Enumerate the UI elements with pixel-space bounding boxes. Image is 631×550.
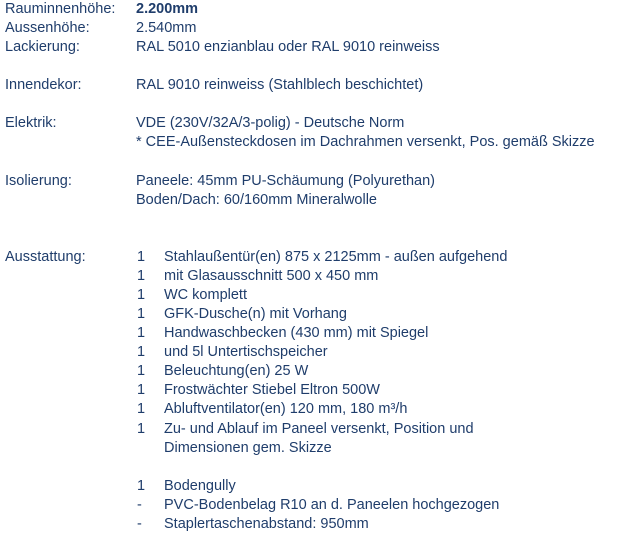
equipment-item: und 5l Untertischspeicher [164, 344, 328, 360]
equipment-qty: 1 [137, 401, 146, 417]
extra-qty: - [137, 497, 142, 513]
equipment-item: WC komplett [164, 287, 247, 303]
insulation-line1: Paneele: 45mm PU-Schäumung (Polyurethan) [136, 173, 436, 189]
outer-height-label: Aussenhöhe: [5, 20, 90, 36]
extra-qty: - [137, 516, 142, 532]
equipment-qty: 1 [137, 268, 146, 284]
paint-label: Lackierung: [5, 39, 80, 55]
insulation-label: Isolierung: [5, 173, 72, 189]
equipment-qty: 1 [137, 363, 146, 379]
equipment-label: Ausstattung: [5, 249, 86, 265]
equipment-qty: 1 [137, 249, 146, 265]
equipment-item: Zu- und Ablauf im Paneel versenkt, Position und [164, 421, 474, 437]
interior-label: Innendekor: [5, 77, 82, 93]
electric-label: Elektrik: [5, 115, 57, 131]
equipment-qty: 1 [137, 382, 146, 398]
electric-line2: * CEE-Außensteckdosen im Dachrahmen versenkt, Pos. gemäß Skizze [136, 134, 595, 150]
equipment-item: Stahlaußentür(en) 875 x 2125mm - außen aufgehend [164, 249, 508, 265]
inner-height-value: 2.200mm [136, 1, 199, 17]
insulation-line2: Boden/Dach: 60/160mm Mineralwolle [136, 192, 377, 208]
equipment-qty: 1 [137, 325, 146, 341]
equipment-item: GFK-Dusche(n) mit Vorhang [164, 306, 347, 322]
equipment-item: mit Glasausschnitt 500 x 450 mm [164, 268, 379, 284]
extra-item: Staplertaschenabstand: 950mm [164, 516, 369, 532]
equipment-qty: 1 [137, 344, 146, 360]
electric-line1: VDE (230V/32A/3-polig) - Deutsche Norm [136, 115, 405, 131]
equipment-item: Dimensionen gem. Skizze [164, 440, 332, 456]
paint-value: RAL 5010 enzianblau oder RAL 9010 reinweiss [136, 39, 440, 55]
interior-value: RAL 9010 reinweiss (Stahlblech beschichtet) [136, 77, 424, 93]
extra-qty: 1 [137, 478, 146, 494]
equipment-qty: 1 [137, 421, 146, 437]
equipment-item: Beleuchtung(en) 25 W [164, 363, 309, 379]
extra-item: PVC-Bodenbelag R10 an d. Paneelen hochgezogen [164, 497, 500, 513]
equipment-item: Handwaschbecken (430 mm) mit Spiegel [164, 325, 429, 341]
equipment-qty: 1 [137, 287, 146, 303]
equipment-item: Frostwächter Stiebel Eltron 500W [164, 382, 380, 398]
outer-height-value: 2.540mm [136, 20, 197, 36]
equipment-qty: 1 [137, 306, 146, 322]
extra-item: Bodengully [164, 478, 236, 494]
inner-height-label: Rauminnenhöhe: [5, 1, 116, 17]
equipment-item: Abluftventilator(en) 120 mm, 180 m³/h [164, 401, 408, 417]
